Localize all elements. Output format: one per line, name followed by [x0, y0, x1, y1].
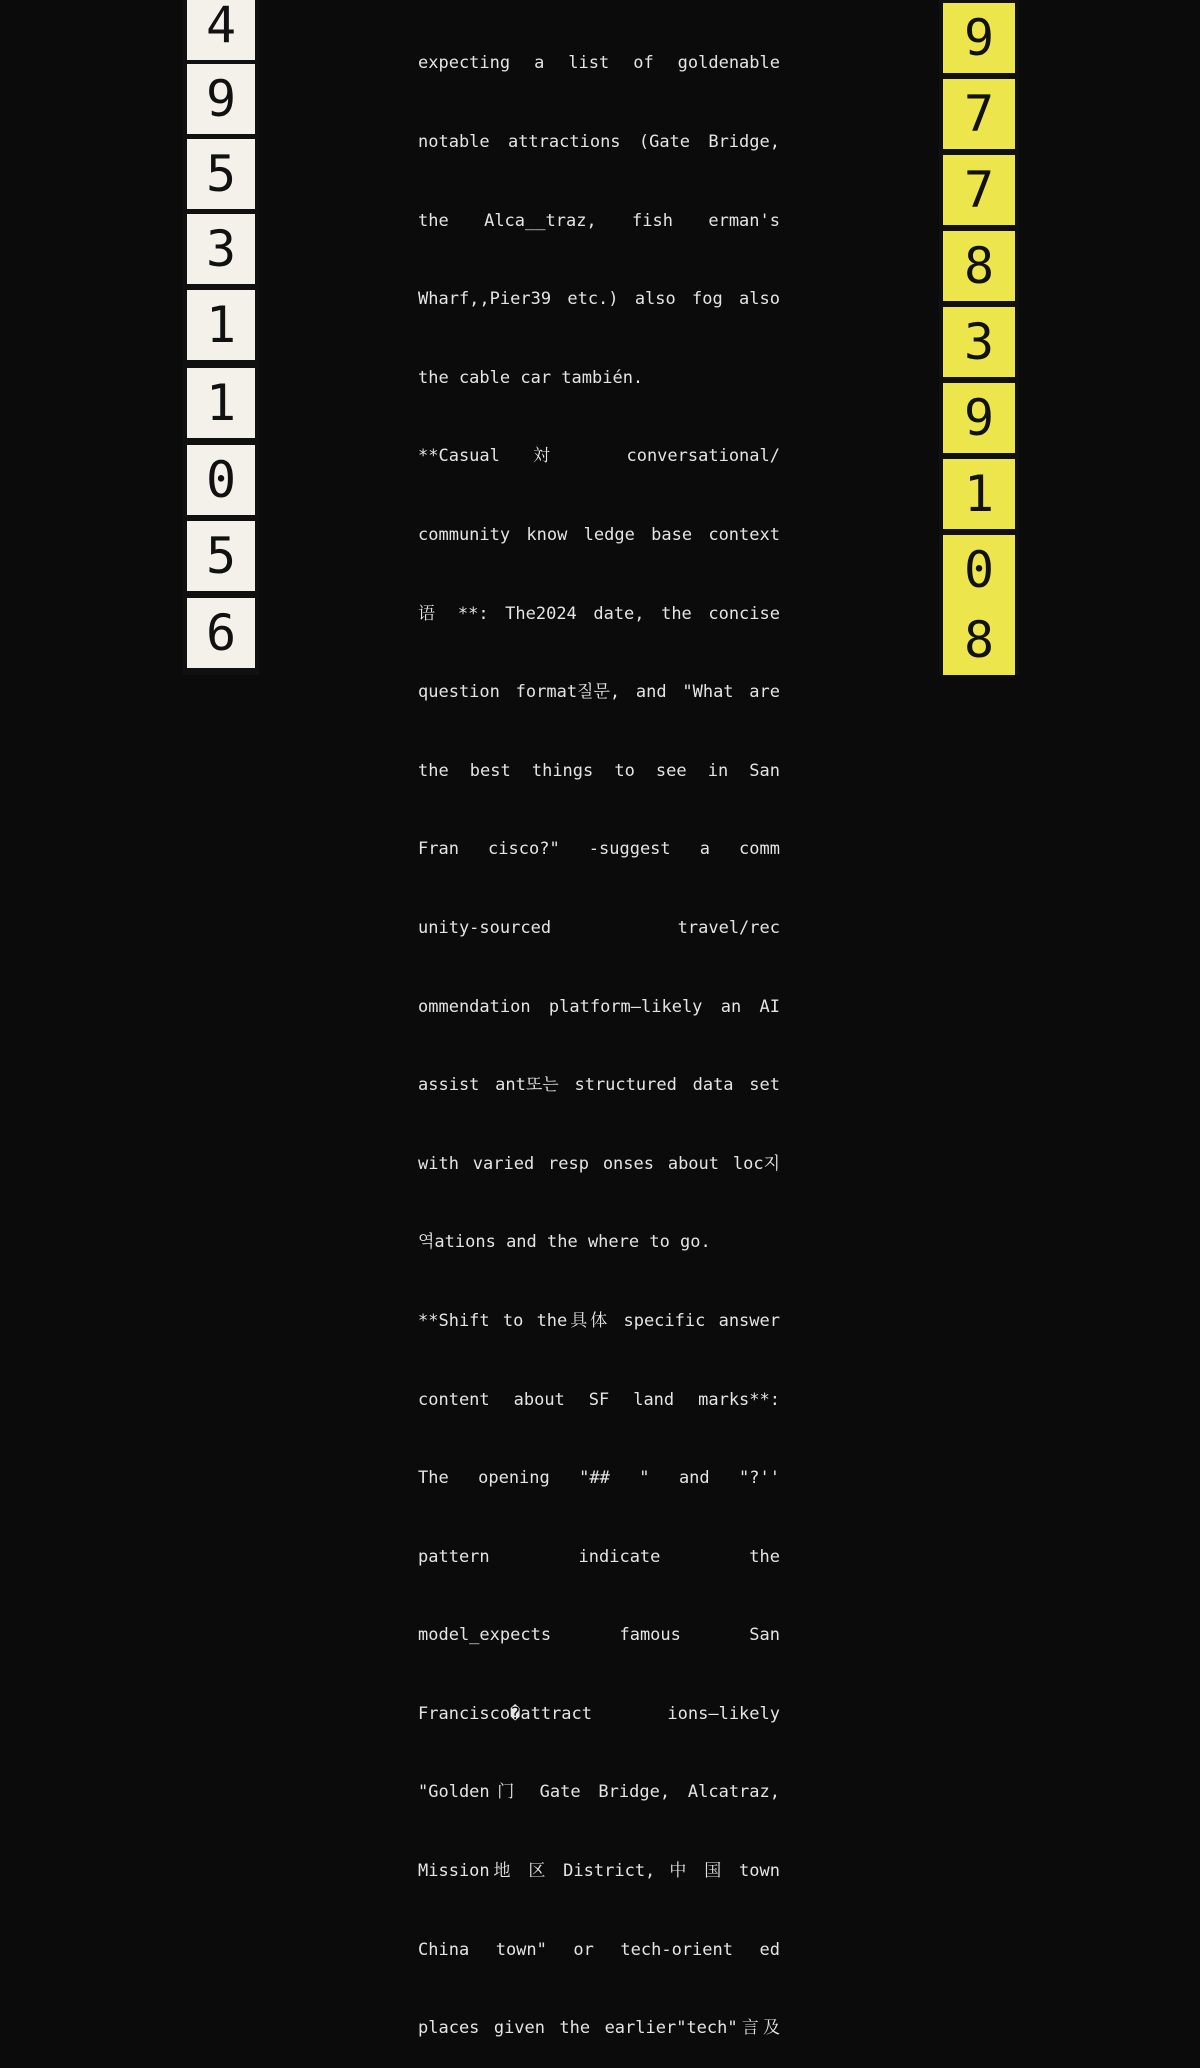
left-digit-cell: 1: [187, 290, 255, 360]
left-digit-strip: [183, 0, 259, 675]
right-digit-cell: 1: [943, 459, 1015, 529]
text-line: 역ations and the where to go.: [418, 1232, 711, 1253]
text-line: places given the earlier"tech"言及: [418, 2018, 780, 2039]
text-line: The opening "## " and "?'': [418, 1468, 780, 1489]
right-digit-cell: 3: [943, 307, 1015, 377]
text-line: "Golden门 Gate Bridge, Alcatraz,: [418, 1782, 780, 1803]
text-line: Fran cisco?" -suggest a comm: [418, 839, 780, 860]
text-line: the cable car también.: [418, 367, 644, 388]
right-digit-cell: 7: [943, 79, 1015, 149]
text-line: question format질문, and "What are: [418, 682, 780, 703]
text-line: 语 **: The2024 date, the concise: [418, 603, 780, 624]
right-digit-cell: 8: [943, 605, 1015, 675]
left-digit-cell: 5: [187, 139, 255, 209]
text-line: China town" or tech-orient ed: [418, 1939, 780, 1960]
text-line: assist ant또는 structured data set: [418, 1075, 780, 1096]
left-digit-cell: 6: [187, 598, 255, 668]
text-line: pattern indicate the: [418, 1546, 780, 1567]
text-line: **Casual対 conversational/: [418, 446, 780, 467]
right-digit-cell: 9: [943, 3, 1015, 73]
text-line: the Alca__traz, fish erman's: [418, 210, 780, 231]
text-line: ommendation platform—likely an AI: [418, 996, 780, 1017]
right-digit-cell: 0: [943, 535, 1015, 605]
right-digit-cell: 8: [943, 231, 1015, 301]
text-line: unity-sourced travel/rec: [418, 917, 780, 938]
text-line: model_expects famous San: [418, 1625, 780, 1646]
right-digit-cell: 9: [943, 383, 1015, 453]
text-line: the best things to see in San: [418, 760, 780, 781]
text-line: expecting a list of goldenable: [418, 53, 780, 74]
left-digit-cell: 1: [187, 368, 255, 438]
left-digit-cell: 9: [187, 64, 255, 134]
left-digit-cell: 5: [187, 521, 255, 591]
right-digit-strip: [939, 0, 1019, 675]
text-line: **Shift to the具体 specific answer: [418, 1310, 780, 1331]
text-line: notable attractions (Gate Bridge,: [418, 132, 780, 152]
text-line: Francisco�attract ions—likely: [418, 1703, 780, 1724]
text-line: with varied resp onses about loc지: [418, 1153, 780, 1174]
right-digit-cell: 7: [943, 155, 1015, 225]
text-column: [418, 0, 780, 2068]
text-line: content about SF land marks**:: [418, 1389, 780, 1410]
text-line: community know ledge base context: [418, 524, 780, 545]
left-digit-cell: 3: [187, 214, 255, 284]
left-digit-cell: 0: [187, 445, 255, 515]
text-line: Wharf,,Pier39 etc.) also fog also: [418, 289, 780, 310]
text-line: Mission地 区 District, 中 国 town: [418, 1861, 780, 1882]
left-digit-cell: 4: [187, 0, 255, 60]
